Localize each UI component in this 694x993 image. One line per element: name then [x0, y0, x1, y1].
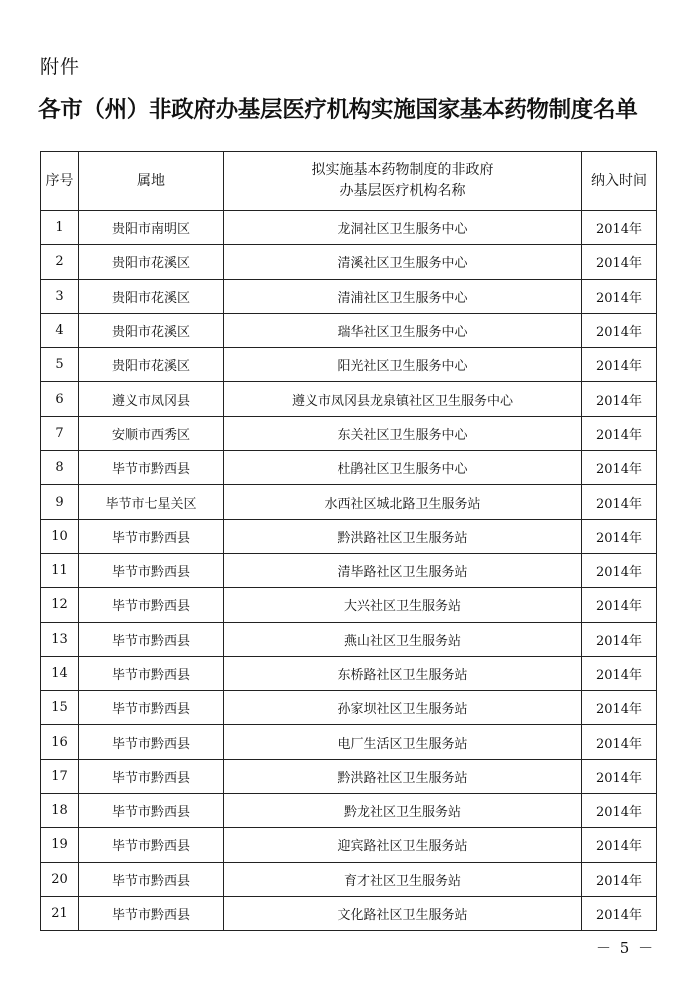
cell-name: 燕山社区卫生服务站 [224, 622, 582, 656]
table-row [41, 245, 657, 279]
cell-seq: 7 [41, 416, 79, 450]
cell-location: 毕节市黔西县 [79, 588, 224, 622]
column-header-name-line2: 办基层医疗机构名称 [339, 183, 466, 199]
column-header-name [224, 152, 582, 211]
cell-time: 2014年 [582, 862, 657, 896]
column-header-seq: 序号 [41, 152, 79, 211]
cell-seq: 17 [41, 759, 79, 793]
cell-time: 2014年 [582, 553, 657, 587]
column-header-location: 属地 [79, 152, 224, 211]
table-row [41, 828, 657, 862]
table-row [41, 485, 657, 519]
cell-name: 杜鹃社区卫生服务中心 [224, 451, 582, 485]
cell-seq: 4 [41, 313, 79, 347]
cell-seq: 21 [41, 896, 79, 930]
table-row [41, 553, 657, 587]
cell-time: 2014年 [582, 313, 657, 347]
cell-seq: 18 [41, 794, 79, 828]
cell-seq: 5 [41, 348, 79, 382]
cell-name: 清溪社区卫生服务中心 [224, 245, 582, 279]
table-row [41, 588, 657, 622]
cell-seq: 15 [41, 691, 79, 725]
cell-time: 2014年 [582, 519, 657, 553]
cell-seq: 16 [41, 725, 79, 759]
cell-seq: 13 [41, 622, 79, 656]
cell-location: 贵阳市花溪区 [79, 348, 224, 382]
cell-name: 清浦社区卫生服务中心 [224, 279, 582, 313]
table-row [41, 211, 657, 245]
cell-name: 龙洞社区卫生服务中心 [224, 211, 582, 245]
cell-name: 遵义市凤冈县龙泉镇社区卫生服务中心 [224, 382, 582, 416]
cell-location: 遵义市凤冈县 [79, 382, 224, 416]
cell-location: 毕节市黔西县 [79, 862, 224, 896]
cell-name: 东关社区卫生服务中心 [224, 416, 582, 450]
table-row [41, 451, 657, 485]
page-number: － 5 － [596, 939, 656, 957]
cell-seq: 8 [41, 451, 79, 485]
table-row [41, 759, 657, 793]
cell-time: 2014年 [582, 691, 657, 725]
cell-name: 东桥路社区卫生服务站 [224, 656, 582, 690]
cell-location: 毕节市黔西县 [79, 828, 224, 862]
cell-seq: 1 [41, 211, 79, 245]
attachment-label: 附件 [40, 56, 81, 78]
cell-name: 阳光社区卫生服务中心 [224, 348, 582, 382]
cell-seq: 9 [41, 485, 79, 519]
cell-time: 2014年 [582, 725, 657, 759]
cell-time: 2014年 [582, 245, 657, 279]
table-row [41, 691, 657, 725]
cell-location: 贵阳市花溪区 [79, 279, 224, 313]
cell-time: 2014年 [582, 279, 657, 313]
cell-location: 毕节市黔西县 [79, 622, 224, 656]
cell-name: 迎宾路社区卫生服务站 [224, 828, 582, 862]
table-header-row [41, 152, 657, 211]
table-row [41, 382, 657, 416]
cell-seq: 11 [41, 553, 79, 587]
cell-time: 2014年 [582, 588, 657, 622]
cell-name: 孙家坝社区卫生服务站 [224, 691, 582, 725]
cell-seq: 3 [41, 279, 79, 313]
cell-location: 毕节市黔西县 [79, 451, 224, 485]
cell-name: 黔洪路社区卫生服务站 [224, 759, 582, 793]
cell-time: 2014年 [582, 759, 657, 793]
table-row [41, 622, 657, 656]
cell-location: 毕节市黔西县 [79, 691, 224, 725]
cell-time: 2014年 [582, 622, 657, 656]
cell-name: 黔龙社区卫生服务站 [224, 794, 582, 828]
cell-name: 瑞华社区卫生服务中心 [224, 313, 582, 347]
cell-seq: 14 [41, 656, 79, 690]
table-row [41, 862, 657, 896]
cell-time: 2014年 [582, 416, 657, 450]
cell-location: 贵阳市花溪区 [79, 313, 224, 347]
cell-seq: 19 [41, 828, 79, 862]
cell-seq: 6 [41, 382, 79, 416]
table-body [41, 211, 657, 931]
cell-name: 电厂生活区卫生服务站 [224, 725, 582, 759]
table-row [41, 348, 657, 382]
cell-time: 2014年 [582, 348, 657, 382]
cell-location: 毕节市黔西县 [79, 794, 224, 828]
cell-name: 清毕路社区卫生服务站 [224, 553, 582, 587]
cell-name: 黔洪路社区卫生服务站 [224, 519, 582, 553]
cell-time: 2014年 [582, 485, 657, 519]
table-row [41, 725, 657, 759]
cell-location: 毕节市黔西县 [79, 656, 224, 690]
cell-name: 大兴社区卫生服务站 [224, 588, 582, 622]
table-row [41, 656, 657, 690]
cell-location: 毕节市黔西县 [79, 725, 224, 759]
cell-location: 毕节市黔西县 [79, 759, 224, 793]
cell-time: 2014年 [582, 828, 657, 862]
cell-time: 2014年 [582, 794, 657, 828]
cell-name: 育才社区卫生服务站 [224, 862, 582, 896]
table-row [41, 896, 657, 930]
institution-table [40, 151, 657, 931]
cell-time: 2014年 [582, 656, 657, 690]
table-row [41, 519, 657, 553]
cell-location: 贵阳市花溪区 [79, 245, 224, 279]
column-header-name-line1: 拟实施基本药物制度的非政府 [311, 162, 494, 178]
cell-time: 2014年 [582, 896, 657, 930]
cell-time: 2014年 [582, 211, 657, 245]
cell-name: 文化路社区卫生服务站 [224, 896, 582, 930]
table-row [41, 279, 657, 313]
cell-seq: 2 [41, 245, 79, 279]
column-header-time: 纳入时间 [582, 152, 657, 211]
cell-name: 水西社区城北路卫生服务站 [224, 485, 582, 519]
table-row [41, 416, 657, 450]
cell-location: 毕节市七星关区 [79, 485, 224, 519]
cell-seq: 10 [41, 519, 79, 553]
cell-seq: 12 [41, 588, 79, 622]
table-row [41, 794, 657, 828]
table-row [41, 313, 657, 347]
cell-seq: 20 [41, 862, 79, 896]
cell-time: 2014年 [582, 451, 657, 485]
cell-location: 毕节市黔西县 [79, 519, 224, 553]
cell-location: 安顺市西秀区 [79, 416, 224, 450]
document-title: 各市（州）非政府办基层医疗机构实施国家基本药物制度名单 [38, 97, 638, 123]
cell-location: 毕节市黔西县 [79, 553, 224, 587]
cell-location: 毕节市黔西县 [79, 896, 224, 930]
cell-time: 2014年 [582, 382, 657, 416]
cell-location: 贵阳市南明区 [79, 211, 224, 245]
